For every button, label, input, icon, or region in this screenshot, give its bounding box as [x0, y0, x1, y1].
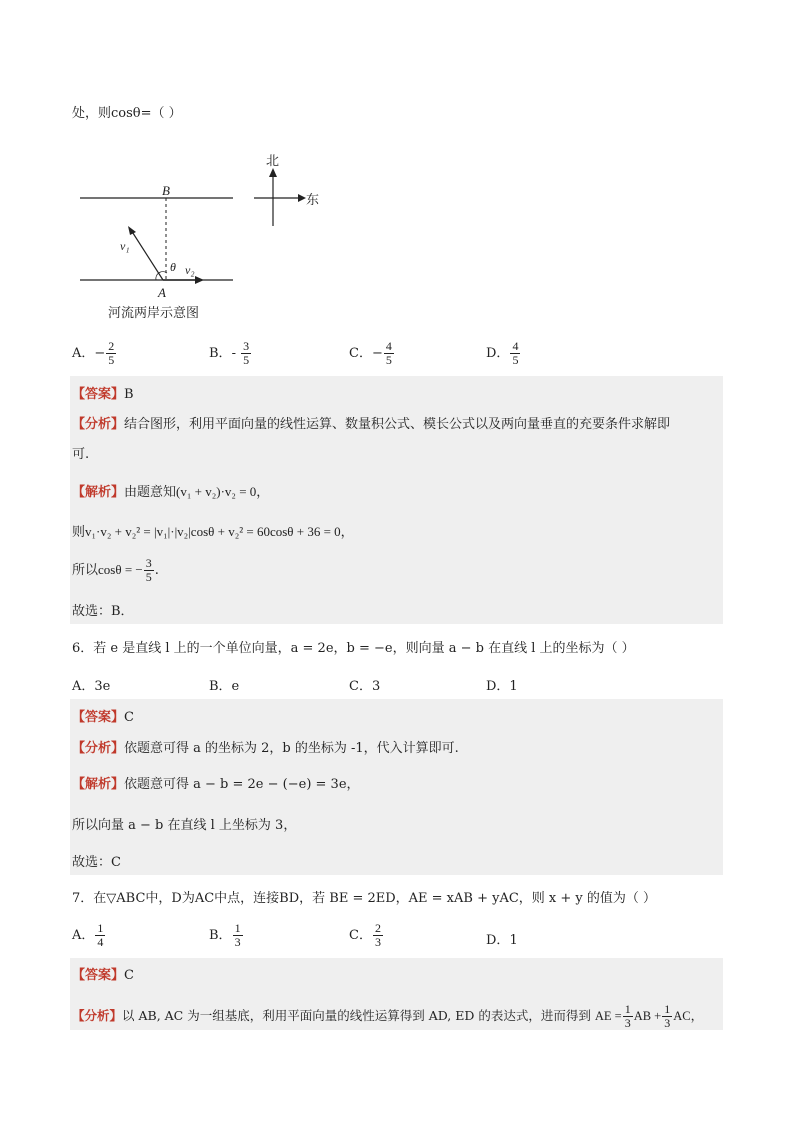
q6-solution-line1: 【解析】依题意可得 a − b = 2e − (−e) = 3e，: [72, 777, 360, 792]
q6-choose: 故选：C: [72, 855, 121, 870]
q6-option-a: A．3e: [72, 679, 111, 694]
q5-option-c: C．− $\frac{4}{5}$: [349, 339, 392, 367]
river-diagram: [70, 150, 340, 325]
q5-answer: 【答案】B: [72, 387, 134, 402]
q5-option-a: A．− $\frac{2}{5}$: [72, 339, 115, 367]
theta-label: θ: [170, 260, 176, 274]
q7-option-c: C． $\frac{2}{3}$: [349, 921, 381, 949]
q6-option-b: B．e: [209, 679, 240, 694]
point-b-label: B: [162, 183, 170, 198]
q7-option-b: B． $\frac{1}{3}$: [209, 921, 241, 949]
q7-option-d: D．1: [486, 933, 518, 948]
q6-option-c: C．3: [349, 679, 381, 694]
q5-stem-tail: 处，则cosθ=（ ）: [72, 106, 182, 121]
figure-caption: 河流两岸示意图: [108, 306, 200, 321]
point-a-label: A: [158, 285, 166, 300]
q5-solution-line1: 【解析】由题意知(v₁ + v₂)·v₂ = 0，: [72, 484, 270, 500]
q5-option-b: B．- $\frac{3}{5}$: [209, 339, 250, 367]
q5-option-d: D． $\frac{4}{5}$: [486, 339, 519, 367]
q5-choose: 故选：B．: [72, 604, 134, 619]
q6-solution-line2: 所以向量 a − b 在直线 l 上坐标为 3，: [72, 818, 297, 833]
q7-option-a: A． $\frac{1}{4}$: [72, 921, 104, 949]
q7-stem: 7．在▽ABC中，D为AC中点，连接BD，若 BE = 2ED，AE = xAB + yAC，则 x + y 的值为（ ）: [72, 891, 657, 906]
v1-label: v₁: [120, 239, 130, 253]
v2-label: v₂: [185, 263, 195, 277]
east-label: 东: [306, 193, 320, 208]
q5-solution-line2: 则v₁·v₂ + v₂² = |v₁|·|v₂|cosθ + v₂² = 60cosθ + 36 = 0，: [72, 524, 354, 540]
q7-answer: 【答案】C: [72, 968, 134, 983]
q7-analysis: 【分析】以 AB, AC 为一组基底，利用平面向量的线性运算得到 AD, ED 的表达式，进而得到 AE = $\frac{1}{3}$ AB + $\frac{1}{3}$ AC，: [72, 1002, 704, 1030]
q6-stem: 6．若 e 是直线 l 上的一个单位向量，a = 2e，b = −e，则向量 a − b 在直线 l 上的坐标为（ ）: [72, 641, 635, 656]
north-label: 北: [266, 154, 280, 169]
q5-analysis-line1: 【分析】结合图形，利用平面向量的线性运算、数量积公式、模长公式以及两向量垂直的充要条件求解即: [72, 417, 671, 432]
q6-analysis: 【分析】依题意可得 a 的坐标为 2，b 的坐标为 -1，代入计算即可.: [72, 741, 459, 756]
q6-option-d: D．1: [486, 679, 518, 694]
q6-answer: 【答案】C: [72, 710, 134, 725]
q5-analysis-line2: 可.: [72, 447, 90, 462]
q5-solution-line3: 所以cosθ = − $\frac{3}{5}$ .: [72, 556, 159, 584]
